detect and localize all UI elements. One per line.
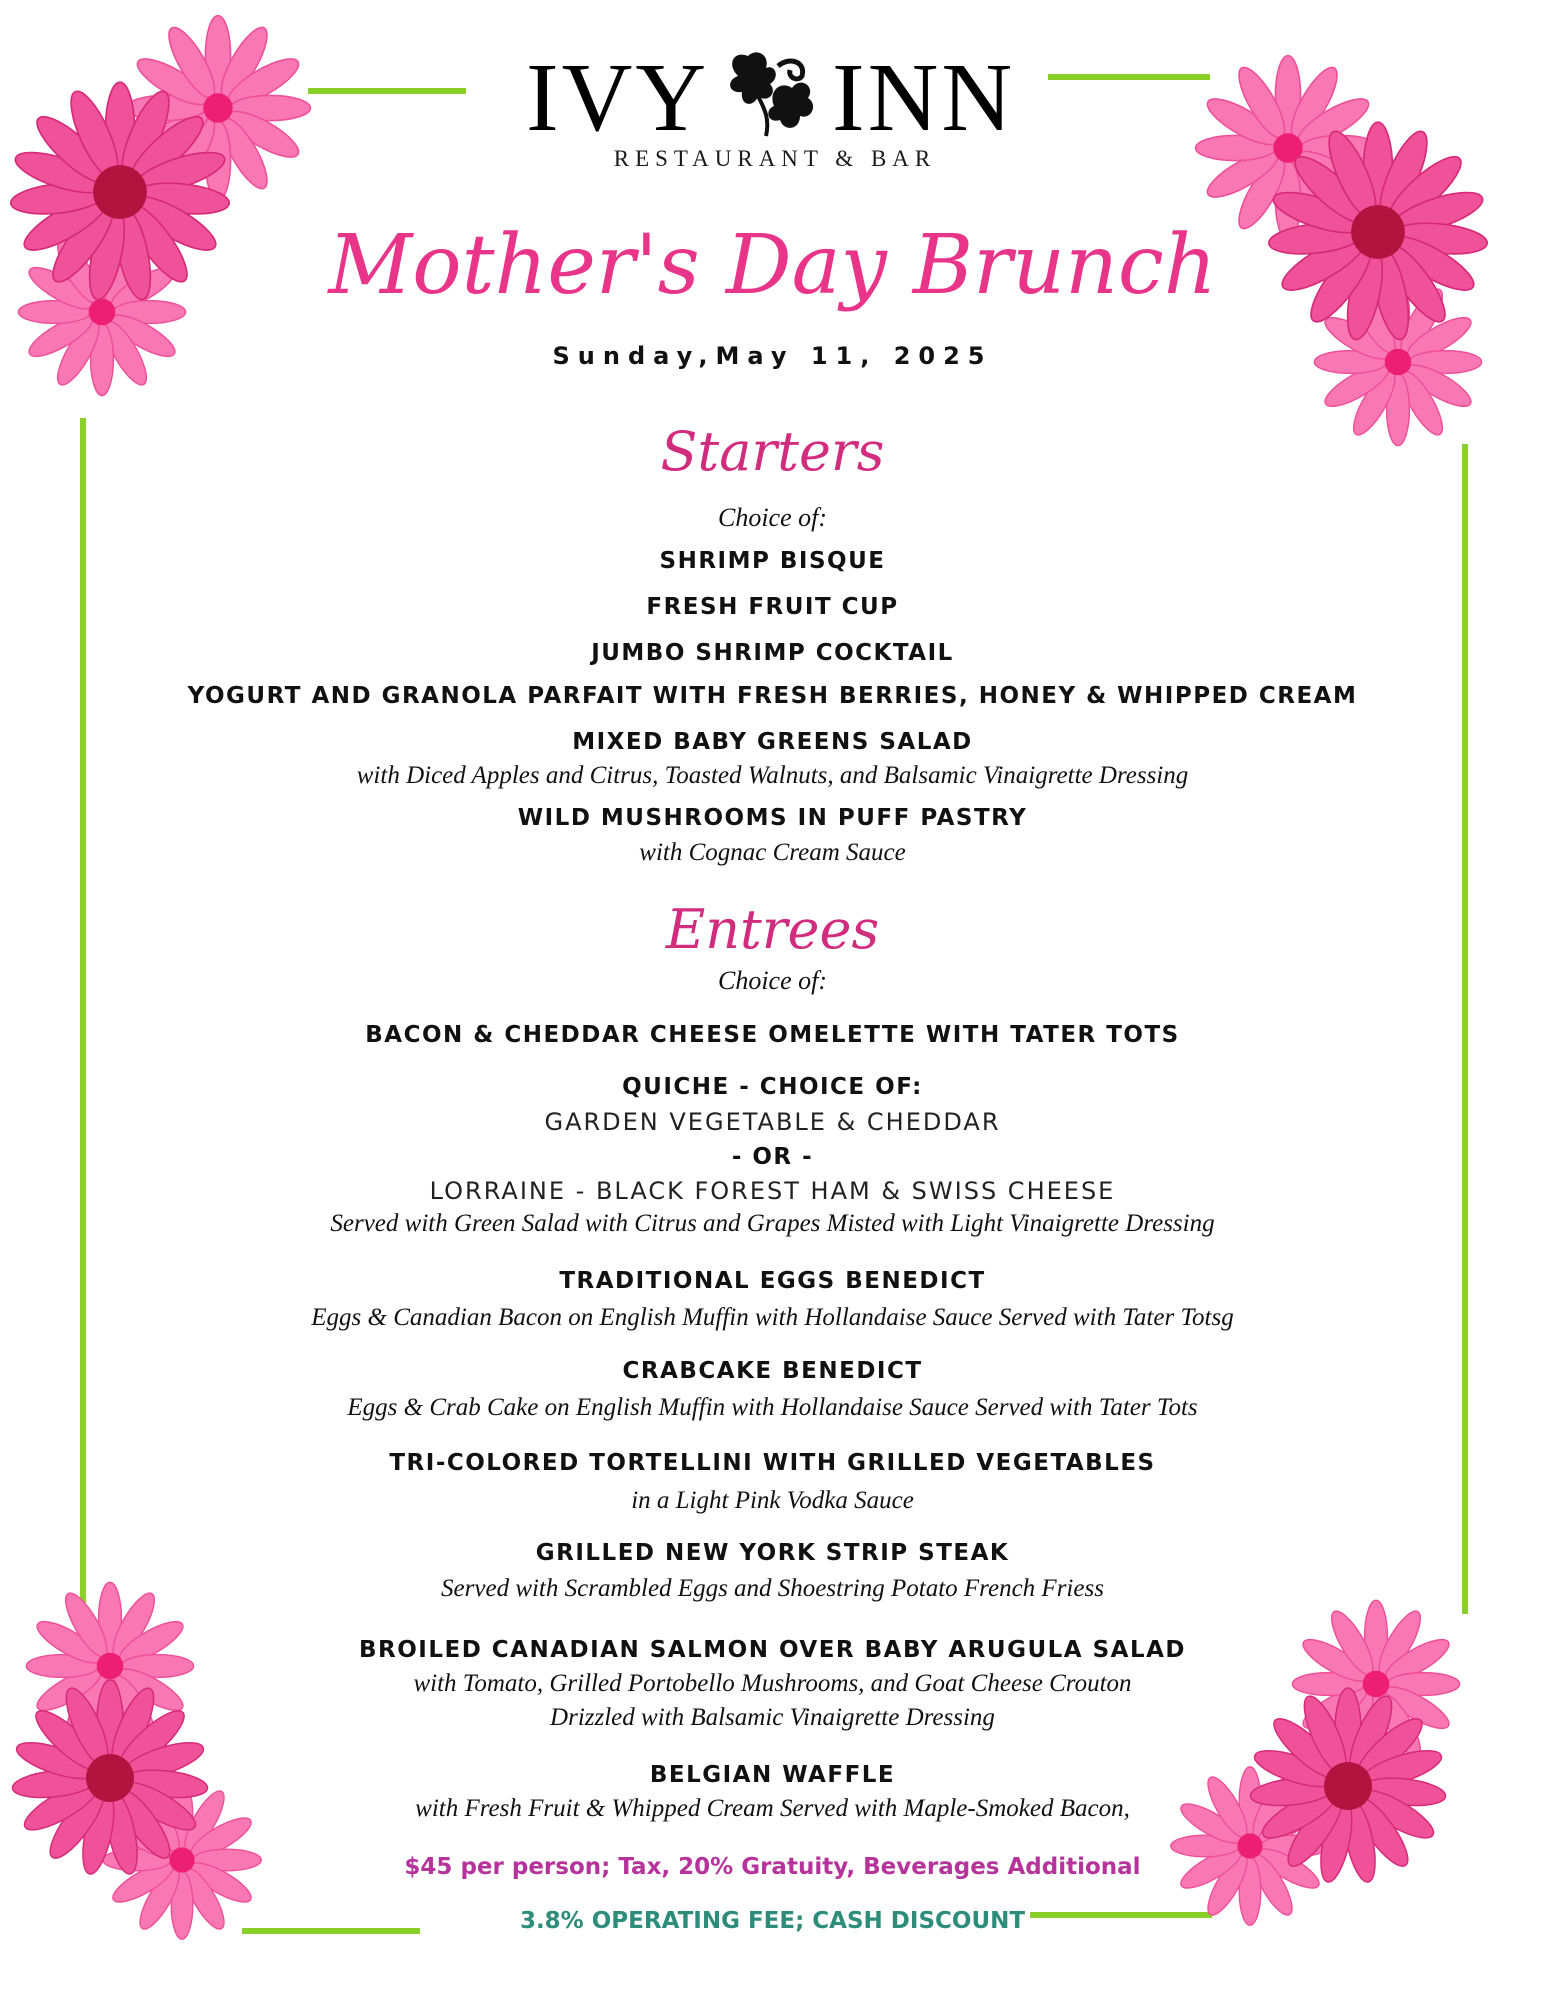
logo-word-left: IVY (526, 44, 710, 152)
event-date: Sunday,May 11, 2025 (552, 342, 993, 370)
logo (520, 38, 1030, 178)
starter-item: MIXED BABY GREENS SALAD (572, 729, 973, 755)
starter-item: WILD MUSHROOMS IN PUFF PASTRY (517, 805, 1028, 831)
entree-item: BACON & CHEDDAR CHEESE OMELETTE WITH TATER TOTS (365, 1022, 1180, 1048)
ivy-leaf-icon (718, 46, 822, 142)
starter-item: JUMBO SHRIMP COCKTAIL (591, 640, 954, 666)
entree-item-desc: Served with Scrambled Eggs and Shoestring Potato French Friess (441, 1575, 1104, 1602)
entree-item-desc: Drizzled with Balsamic Vinaigrette Dressing (550, 1704, 995, 1731)
entree-item: CRABCAKE BENEDICT (622, 1358, 923, 1384)
starters-heading: Starters (660, 420, 885, 483)
logo-subtitle: RESTAURANT & BAR (613, 146, 937, 171)
starters-choice-label: Choice of: (717, 503, 828, 532)
price-note: $45 per person; Tax, 20% Gratuity, Beverages Additional (404, 1854, 1141, 1880)
starter-item: YOGURT AND GRANOLA PARFAIT WITH FRESH BERRIES, HONEY & WHIPPED CREAM (187, 683, 1358, 709)
entree-item: TRI-COLORED TORTELLINI WITH GRILLED VEGETABLES (389, 1450, 1156, 1476)
entrees-heading: Entrees (665, 898, 880, 961)
entrees-choice-label: Choice of: (717, 966, 828, 995)
entree-item-desc: with Tomato, Grilled Portobello Mushrooms, and Goat Cheese Crouton (413, 1670, 1132, 1697)
entree-item-desc: Eggs & Canadian Bacon on English Muffin with Hollandaise Sauce Served with Tater Totsg (311, 1304, 1234, 1331)
quiche-option: GARDEN VEGETABLE & CHEDDAR (544, 1108, 1001, 1136)
operating-fee-note: 3.8% OPERATING FEE; CASH DISCOUNT (519, 1908, 1026, 1934)
entree-item-desc: Eggs & Crab Cake on English Muffin with Hollandaise Sauce Served with Tater Tots (347, 1394, 1198, 1421)
starter-item: SHRIMP BISQUE (659, 548, 886, 574)
entree-item: TRADITIONAL EGGS BENEDICT (559, 1268, 986, 1294)
quiche-option: LORRAINE - BLACK FOREST HAM & SWISS CHEESE (429, 1177, 1116, 1205)
starter-item-desc: with Diced Apples and Citrus, Toasted Walnuts, and Balsamic Vinaigrette Dressing (356, 762, 1189, 789)
entree-item-desc: in a Light Pink Vodka Sauce (631, 1487, 914, 1514)
entree-item: QUICHE - CHOICE OF: (622, 1074, 923, 1100)
starter-item: FRESH FRUIT CUP (646, 594, 899, 620)
page-title: Mother's Day Brunch (328, 218, 1217, 313)
entree-item-desc: Served with Green Salad with Citrus and Grapes Misted with Light Vinaigrette Dressing (330, 1210, 1215, 1237)
entree-item: BELGIAN WAFFLE (649, 1762, 896, 1788)
quiche-or-separator: - OR - (731, 1144, 814, 1170)
entree-item-desc: with Fresh Fruit & Whipped Cream Served with Maple-Smoked Bacon, (415, 1795, 1130, 1822)
logo-word-right: INN (832, 44, 1016, 152)
starter-item-desc: with Cognac Cream Sauce (639, 839, 906, 866)
entree-item: BROILED CANADIAN SALMON OVER BABY ARUGULA SALAD (358, 1637, 1187, 1663)
entree-item: GRILLED NEW YORK STRIP STEAK (535, 1540, 1010, 1566)
